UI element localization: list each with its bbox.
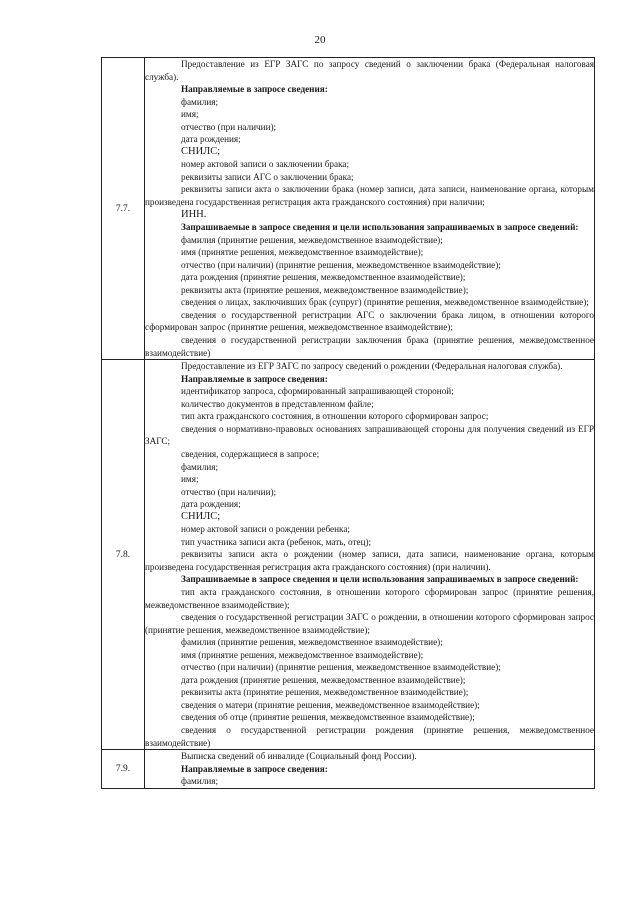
text-line: реквизиты записи АГС о заключении брака; — [181, 171, 354, 182]
row-number: 7.8. — [102, 360, 145, 750]
text-line: тип акта гражданского состояния, в отношении которого сформирован запрос; — [181, 411, 489, 422]
text-line: номер актовой записи о заключении брака; — [181, 159, 350, 170]
text-line: СНИЛС; — [181, 145, 221, 157]
text-line: номер актовой записи о рождении ребенка; — [181, 524, 350, 535]
section-heading: Направляемые в запросе сведения: — [181, 763, 328, 774]
text-line: тип акта гражданского состояния, в отношении которого сформирован запрос (принятие решения, межведомственное взаимодействие); — [145, 586, 594, 610]
text-line: отчество (при наличии) (принятие решения, межведомственное взаимодействие); — [181, 259, 501, 270]
page-number: 20 — [314, 34, 326, 46]
text-line: имя (принятие решения, межведомственное взаимодействие); — [181, 649, 424, 660]
section-heading: Запрашиваемые в запросе сведения и цели использования запрашиваемых в запросе сведений: — [181, 574, 579, 585]
text-line: идентификатор запроса, сформированный запрашивающей стороной; — [181, 386, 454, 397]
text-line: фамилия (принятие решения, межведомственное взаимодействие); — [181, 234, 443, 245]
row-content — [145, 750, 595, 789]
row-number: 7.9. — [102, 750, 145, 789]
text-line: реквизиты записи акта о заключении брака (номер записи, дата записи, наименование органа, которым произведена государственная регистрация акта гражданского состояния) при наличии; — [145, 184, 594, 208]
section-heading: Направляемые в запросе сведения: — [181, 373, 328, 384]
text-line: имя; — [181, 474, 199, 485]
text-line: реквизиты акта (принятие решения, межведомственное взаимодействие); — [181, 687, 469, 698]
text-line: сведения, содержащиеся в запросе; — [181, 448, 320, 459]
table-row — [102, 58, 595, 360]
text-line: Предоставление из ЕГР ЗАГС по запросу сведений о заключении брака (Федеральная налоговая служба). — [145, 59, 594, 82]
text-line: Выписка сведений об инвалиде (Социальный фонд России). — [181, 751, 417, 762]
text-line: тип участника записи акта (ребенок, мать, отец); — [181, 536, 372, 547]
row-number: 7.7. — [102, 58, 145, 360]
text-line: сведения о лицах, заключивших брак (супруг) (принятие решения, межведомственное взаимодействие); — [181, 297, 589, 308]
row-content — [145, 360, 595, 750]
text-line: реквизиты акта (принятие решения, межведомственное взаимодействие); — [181, 284, 469, 295]
section-heading: Направляемые в запросе сведения: — [181, 84, 328, 95]
text-line: сведения о государственной регистрации заключения брака (принятие решения, межведомственное взаимодействие) — [145, 335, 594, 358]
row-content — [145, 58, 595, 360]
text-line: Предоставление из ЕГР ЗАГС по запросу сведений о рождении (Федеральная налоговая служба). — [181, 361, 563, 372]
text-line: сведения о государственной регистрации рождения (принятие решения, межведомственное взаимодействие) — [145, 724, 594, 748]
text-line: фамилия; — [181, 461, 219, 472]
table-row — [102, 360, 595, 750]
text-line: дата рождения (принятие решения, межведомственное взаимодействие); — [181, 674, 466, 685]
text-line: фамилия; — [181, 96, 219, 107]
register-table — [101, 57, 595, 789]
table-row — [102, 750, 595, 789]
text-line: СНИЛС; — [181, 510, 221, 522]
text-line: имя (принятие решения, межведомственное взаимодействие); — [181, 247, 424, 258]
text-line: количество документов в представленном файле; — [181, 398, 374, 409]
text-line: дата рождения; — [181, 499, 241, 510]
text-line: сведения о матери (принятие решения, межведомственное взаимодействие); — [181, 699, 480, 710]
text-line: фамилия (принятие решения, межведомственное взаимодействие); — [181, 637, 443, 648]
text-line: сведения об отце (принятие решения, межведомственное взаимодействие); — [181, 712, 475, 723]
text-line: дата рождения; — [181, 134, 241, 145]
text-line: реквизиты записи акта о рождении (номер записи, дата записи, наименование органа, которым произведена государственная регистрация акта гражданского состояния) (при наличии). — [145, 549, 594, 572]
text-line: сведения о государственной регистрации ЗАГС о рождении, в отношении которого сформирован запрос (принятие решения, межведомственное взаимодействие); — [145, 612, 594, 635]
text-line: сведения о нормативно-правовых основаниях запрашивающей стороны для получения сведений из ЕГР ЗАГС; — [145, 423, 594, 447]
text-line: отчество (при наличии) (принятие решения, межведомственное взаимодействие); — [181, 662, 501, 673]
text-line: отчество (при наличии); — [181, 121, 277, 132]
text-line: фамилия; — [181, 776, 219, 787]
text-line: отчество (при наличии); — [181, 486, 277, 497]
text-line: имя; — [181, 109, 199, 120]
text-line: дата рождения (принятие решения, межведомственное взаимодействие); — [181, 272, 466, 283]
text-line: ИНН. — [181, 208, 207, 220]
text-line: сведения о государственной регистрации АГС о заключении брака лицом, в отношении которого сформирован запрос (принятие решения, межведомственное взаимодействие); — [145, 309, 594, 333]
section-heading: Запрашиваемые в запросе сведения и цели использования запрашиваемых в запросе сведений: — [181, 222, 579, 233]
